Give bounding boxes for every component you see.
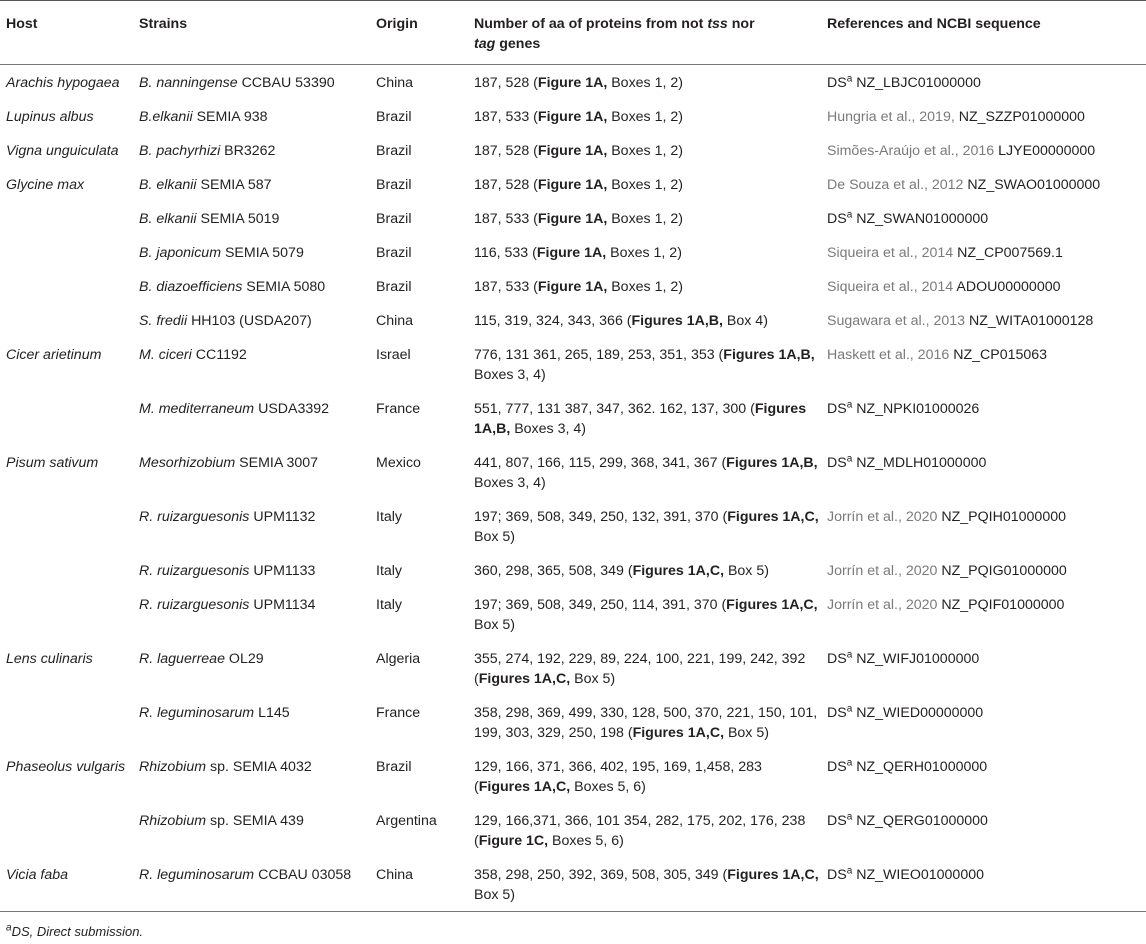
host-cell [0, 587, 133, 641]
ds-label: DS [827, 813, 847, 829]
host-cell: Pisum sativum [6, 455, 99, 471]
reference-citation: Siqueira et al., 2014 [827, 279, 954, 295]
figure-ref: Figure 1A, [537, 75, 608, 91]
strain-code: SEMIA 3007 [239, 455, 319, 471]
aa-cell [468, 695, 821, 749]
origin-cell: France [376, 401, 421, 417]
strain-code: UPM1133 [253, 563, 316, 579]
origin-cell: Brazil [376, 279, 412, 295]
host-cell [0, 803, 133, 857]
box-ref: Box 5) [474, 887, 516, 903]
figure-ref: Figure 1A, [537, 109, 608, 125]
host-cell: Lupinus albus [6, 109, 94, 125]
box-ref: Boxes 1, 2) [607, 279, 683, 295]
aa-values: 187, 533 ( [474, 279, 538, 295]
aa-values: 116, 533 ( [474, 245, 537, 261]
table-row [0, 749, 1146, 803]
aa-cell [468, 167, 821, 201]
strain-code: UPM1132 [253, 509, 316, 525]
reference-cell [821, 303, 1146, 337]
aa-cell [468, 337, 821, 391]
aa-cell [468, 235, 821, 269]
aa-cell [468, 391, 821, 445]
strain-species: B. nanningense [139, 75, 238, 91]
aa-cell [468, 857, 821, 912]
origin-cell: Brazil [376, 143, 412, 159]
origin-cell: Algeria [376, 651, 421, 667]
aa-values: 187, 528 ( [474, 143, 538, 159]
strain-cell [133, 65, 370, 100]
reference-cell [821, 65, 1146, 100]
ds-label: DS [827, 401, 847, 417]
reference-cell [821, 391, 1146, 445]
ds-footnote-mark: a [846, 811, 853, 823]
aa-cell [468, 749, 821, 803]
ds-footnote-mark: a [846, 453, 853, 465]
table-row [0, 445, 1146, 499]
host-cell: Phaseolus vulgaris [6, 759, 126, 775]
figure-ref: Figure 1A, [537, 177, 608, 193]
origin-cell: Italy [376, 563, 403, 579]
origin-cell: Brazil [376, 109, 412, 125]
reference-citation: Siqueira et al., 2014 [827, 245, 954, 261]
strain-cell [133, 803, 370, 857]
strain-species: B. pachyrhizi [139, 143, 221, 159]
strain-cell [133, 303, 370, 337]
box-ref: Boxes 1, 2) [607, 75, 683, 91]
origin-cell: Brazil [376, 759, 412, 775]
box-ref: Boxes 1, 2) [607, 143, 683, 159]
aa-values: 358, 298, 369, 499, 330, 128, 500, 370, 221, 150, 101, 199, 303, 329, 250, 198 ( [474, 705, 818, 741]
strain-cell [133, 749, 370, 803]
box-ref: Boxes 5, 6) [548, 833, 624, 849]
strain-code: HH103 (USDA207) [191, 313, 312, 329]
strain-species: B. elkanii [139, 177, 197, 193]
figure-ref: Figure 1A, [536, 245, 607, 261]
figure-ref: Figures 1A,C, [727, 509, 819, 525]
reference-citation: Jorrín et al., 2020 [827, 563, 938, 579]
reference-cell [821, 201, 1146, 235]
box-ref: Boxes 3, 4) [474, 475, 546, 491]
aa-cell [468, 641, 821, 695]
strain-code: SEMIA 5080 [246, 279, 326, 295]
reference-cell [821, 167, 1146, 201]
strain-code: USDA3392 [258, 401, 330, 417]
ds-footnote-mark: a [846, 703, 853, 715]
ds-label: DS [827, 75, 847, 91]
figure-ref: Figure 1C, [478, 833, 549, 849]
figure-ref: Figures 1A,C, [632, 725, 725, 741]
ncbi-accession: NZ_SWAN01000000 [856, 211, 989, 227]
ncbi-accession: NZ_QERG01000000 [856, 813, 988, 829]
strain-species: R. leguminosarum [139, 867, 255, 883]
figure-ref: Figures 1A,C, [726, 597, 818, 613]
ncbi-accession: NZ_PQIF01000000 [941, 597, 1065, 613]
aa-cell [468, 587, 821, 641]
origin-cell: Brazil [376, 245, 412, 261]
header-row [0, 1, 1146, 65]
strain-species: B. japonicum [139, 245, 222, 261]
box-ref: Boxes 3, 4) [474, 367, 546, 383]
origin-cell: China [376, 867, 414, 883]
strain-code: L145 [258, 705, 290, 721]
aa-cell [468, 803, 821, 857]
ds-label: DS [827, 759, 847, 775]
aa-cell [468, 303, 821, 337]
aa-values: 776, 131 361, 265, 189, 253, 351, 353 ( [474, 347, 724, 363]
strain-code: sp. SEMIA 4032 [209, 759, 312, 775]
strain-cell [133, 641, 370, 695]
table-row [0, 303, 1146, 337]
aa-values: 358, 298, 250, 392, 369, 508, 305, 349 ( [474, 867, 728, 883]
table-row [0, 65, 1146, 100]
box-ref: Boxes 1, 2) [606, 245, 682, 261]
figure-ref: Figures 1A,B, [726, 455, 818, 471]
ncbi-accession: NZ_PQIH01000000 [941, 509, 1066, 525]
strain-cell [133, 587, 370, 641]
ds-footnote-mark: a [846, 399, 853, 411]
strain-code: SEMIA 587 [200, 177, 272, 193]
aa-values: 197; 369, 508, 349, 250, 114, 391, 370 ( [474, 597, 727, 613]
reference-cell [821, 803, 1146, 857]
strain-species: Rhizobium [139, 759, 207, 775]
table-row [0, 587, 1146, 641]
ncbi-accession: NZ_SZZP01000000 [958, 109, 1085, 125]
origin-cell: Italy [376, 597, 403, 613]
table-row [0, 857, 1146, 912]
aa-values: 187, 528 ( [474, 177, 538, 193]
ds-label: DS [827, 455, 847, 471]
strain-code: SEMIA 5079 [224, 245, 304, 261]
ds-label: DS [827, 867, 847, 883]
aa-values: 441, 807, 166, 115, 299, 368, 341, 367 ( [474, 455, 727, 471]
ncbi-accession: NZ_WIEO01000000 [856, 867, 984, 883]
reference-cell [821, 499, 1146, 553]
ncbi-accession: NZ_MDLH01000000 [856, 455, 987, 471]
strain-species: B.elkanii [139, 109, 193, 125]
figure-ref: Figures 1A,B, [474, 401, 807, 437]
strain-species: Mesorhizobium [139, 455, 236, 471]
strain-code: OL29 [228, 651, 264, 667]
reference-cell [821, 337, 1146, 391]
strain-cell [133, 201, 370, 235]
aa-values: 360, 298, 365, 508, 349 ( [474, 563, 633, 579]
strain-species: R. laguerreae [139, 651, 225, 667]
strain-code: sp. SEMIA 439 [209, 813, 304, 829]
strain-species: M. ciceri [139, 347, 192, 363]
box-ref: Box 5) [570, 671, 616, 687]
reference-cell [821, 269, 1146, 303]
strain-code: SEMIA 5019 [200, 211, 280, 227]
reference-cell [821, 641, 1146, 695]
origin-cell: China [376, 75, 414, 91]
ds-footnote-mark: a [846, 209, 853, 221]
ncbi-accession: NZ_PQIG01000000 [941, 563, 1067, 579]
host-cell [0, 499, 133, 553]
strain-species: R. ruizarguesonis [139, 509, 250, 525]
strain-cell [133, 167, 370, 201]
ds-label: DS [827, 651, 847, 667]
box-ref: Boxes 5, 6) [570, 779, 646, 795]
origin-cell: Israel [376, 347, 411, 363]
origin-cell: Italy [376, 509, 403, 525]
reference-citation: Haskett et al., 2016 [827, 347, 950, 363]
origin-cell: Mexico [376, 455, 421, 471]
origin-cell: China [376, 313, 414, 329]
host-cell [0, 553, 133, 587]
host-cell [0, 235, 133, 269]
origin-cell: Brazil [376, 211, 412, 227]
header-origin: Origin [376, 16, 418, 32]
origin-cell: Brazil [376, 177, 412, 193]
table-row [0, 499, 1146, 553]
reference-cell [821, 857, 1146, 912]
box-ref: Box 5) [474, 529, 516, 545]
table-row [0, 803, 1146, 857]
strain-cell [133, 695, 370, 749]
host-cell [0, 391, 133, 445]
table-row [0, 337, 1146, 391]
strain-code: CCBAU 03058 [258, 867, 352, 883]
box-ref: Boxes 1, 2) [607, 211, 683, 227]
ncbi-accession: NZ_NPKI01000026 [856, 401, 980, 417]
ncbi-accession: NZ_CP007569.1 [957, 245, 1063, 261]
aa-values: 129, 166,371, 366, 101 354, 282, 175, 202, 176, 238 ( [474, 813, 806, 849]
ds-footnote-mark: a [846, 757, 853, 769]
strain-species: R. ruizarguesonis [139, 597, 250, 613]
table-row [0, 641, 1146, 695]
table-row [0, 695, 1146, 749]
box-ref: Box 5) [724, 563, 769, 579]
figure-ref: Figures 1A,B, [723, 347, 815, 363]
strain-cell [133, 99, 370, 133]
footnote: $^a$DS, Direct submission. [6, 922, 144, 939]
strain-cell [133, 391, 370, 445]
table-row [0, 269, 1146, 303]
origin-cell: Argentina [376, 813, 437, 829]
ds-footnote-mark: a [846, 649, 853, 661]
box-ref: Box 5) [724, 725, 769, 741]
table-row [0, 235, 1146, 269]
host-cell: Arachis hypogaea [6, 75, 120, 91]
aa-cell [468, 133, 821, 167]
ncbi-accession: NZ_LBJC01000000 [856, 75, 981, 91]
aa-cell [468, 65, 821, 100]
strain-code: SEMIA 938 [196, 109, 268, 125]
box-ref: Box 4) [722, 313, 768, 329]
header-strains: Strains [139, 16, 188, 32]
host-cell [0, 269, 133, 303]
header-references: References and NCBI sequence [827, 16, 1041, 32]
host-cell: Lens culinaris [6, 651, 93, 667]
origin-cell: France [376, 705, 421, 721]
ds-footnote-mark: a [846, 73, 853, 85]
box-ref: Box 5) [474, 617, 516, 633]
aa-values: 129, 166, 371, 366, 402, 195, 169, 1,458, 283 ( [474, 759, 762, 795]
box-ref: Boxes 1, 2) [607, 109, 683, 125]
strain-cell [133, 553, 370, 587]
host-cell [0, 695, 133, 749]
strain-code: BR3262 [224, 143, 276, 159]
reference-citation: Simões-Araújo et al., 2016 [827, 143, 995, 159]
ds-label: DS [827, 705, 847, 721]
header-aa: Number of aa of proteins from not tss nor tag genes [474, 16, 755, 52]
reference-cell [821, 235, 1146, 269]
box-ref: Boxes 1, 2) [607, 177, 683, 193]
strain-code: CCBAU 53390 [241, 75, 335, 91]
figure-ref: Figures 1A,B, [631, 313, 723, 329]
reference-cell [821, 445, 1146, 499]
reference-cell [821, 695, 1146, 749]
host-cell: Glycine max [6, 177, 85, 193]
strain-cell [133, 337, 370, 391]
figure-ref: Figure 1A, [537, 279, 608, 295]
strain-cell [133, 857, 370, 912]
ds-label: DS [827, 211, 847, 227]
strain-cell [133, 445, 370, 499]
aa-values: 187, 528 ( [474, 75, 538, 91]
aa-values: 115, 319, 324, 343, 366 ( [474, 313, 632, 329]
strain-species: S. fredii [139, 313, 188, 329]
ncbi-accession: NZ_WIED00000000 [856, 705, 984, 721]
figure-ref: Figures 1A,C, [478, 779, 571, 795]
table-row [0, 99, 1146, 133]
strain-cell [133, 235, 370, 269]
ncbi-accession: NZ_WIFJ01000000 [856, 651, 980, 667]
strain-cell [133, 133, 370, 167]
strain-species: Rhizobium [139, 813, 207, 829]
figure-ref: Figures 1A,C, [632, 563, 725, 579]
reference-citation: Hungria et al., 2019, [827, 109, 955, 125]
host-cell: Vigna unguiculata [6, 143, 119, 159]
aa-values: 197; 369, 508, 349, 250, 132, 391, 370 ( [474, 509, 728, 525]
table-row [0, 167, 1146, 201]
ncbi-accession: LJYE00000000 [998, 143, 1096, 159]
reference-citation: De Souza et al., 2012 [827, 177, 964, 193]
ncbi-accession: NZ_QERH01000000 [856, 759, 988, 775]
ncbi-accession: NZ_WITA01000128 [968, 313, 1094, 329]
aa-cell [468, 553, 821, 587]
reference-citation: Sugawara et al., 2013 [827, 313, 966, 329]
strain-code: UPM1134 [253, 597, 316, 613]
reference-cell [821, 99, 1146, 133]
strain-species: B. diazoefficiens [139, 279, 243, 295]
figure-ref: Figure 1A, [537, 211, 608, 227]
strain-species: B. elkanii [139, 211, 197, 227]
aa-values: 355, 274, 192, 229, 89, 224, 100, 221, 199, 242, 392 ( [474, 651, 806, 687]
reference-cell [821, 749, 1146, 803]
aa-values: 551, 777, 131 387, 347, 362. 162, 137, 300 ( [474, 401, 755, 417]
host-cell [0, 303, 133, 337]
ncbi-accession: NZ_SWAO01000000 [967, 177, 1101, 193]
ncbi-accession: NZ_CP015063 [953, 347, 1048, 363]
table-row [0, 133, 1146, 167]
box-ref: Boxes 3, 4) [510, 421, 586, 437]
reference-cell [821, 133, 1146, 167]
strain-cell [133, 269, 370, 303]
figure-ref: Figures 1A,C, [478, 671, 571, 687]
ncbi-accession: ADOU00000000 [956, 279, 1061, 295]
aa-cell [468, 499, 821, 553]
strain-species: R. leguminosarum [139, 705, 255, 721]
reference-citation: Jorrín et al., 2020 [827, 509, 938, 525]
strain-cell [133, 499, 370, 553]
reference-citation: Jorrín et al., 2020 [827, 597, 938, 613]
figure-ref: Figures 1A,C, [727, 867, 819, 883]
aa-cell [468, 201, 821, 235]
figure-ref: Figure 1A, [537, 143, 608, 159]
aa-cell [468, 269, 821, 303]
host-cell: Cicer arietinum [6, 347, 102, 363]
aa-cell [468, 99, 821, 133]
aa-values: 187, 533 ( [474, 211, 538, 227]
strain-species: R. ruizarguesonis [139, 563, 250, 579]
strain-species: M. mediterraneum [139, 401, 255, 417]
host-cell [0, 201, 133, 235]
host-cell: Vicia faba [6, 867, 69, 883]
aa-values: 187, 533 ( [474, 109, 538, 125]
table-row [0, 201, 1146, 235]
table-row [0, 391, 1146, 445]
table-row [0, 553, 1146, 587]
ds-footnote-mark: a [846, 865, 853, 877]
header-host: Host [6, 16, 38, 32]
aa-cell [468, 445, 821, 499]
strain-code: CC1192 [195, 347, 247, 363]
reference-cell [821, 553, 1146, 587]
reference-cell [821, 587, 1146, 641]
